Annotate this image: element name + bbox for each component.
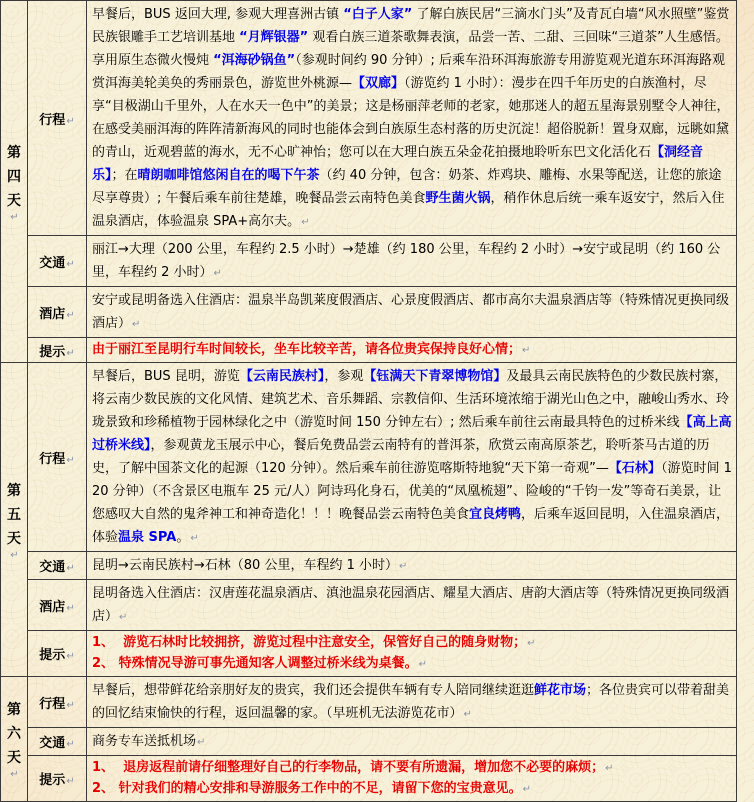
day-label-char: 四 xyxy=(7,168,21,185)
paragraph-mark-icon: ↵ xyxy=(399,561,408,572)
body-text: 。 xyxy=(176,530,190,545)
paragraph-mark-icon: ↵ xyxy=(66,739,75,750)
row-label-itinerary xyxy=(28,1,87,236)
row-label-text: 酒店 xyxy=(39,599,66,615)
paragraph-mark-icon: ↵ xyxy=(66,776,75,787)
body-text: ；各位贵宾可以带着甜美的回忆结束愉快的行程，返回温馨的家。（早班机无法游览花市） xyxy=(92,683,730,721)
body-text: 了解白族民居“三滴水门头”及青瓦白墙“风水照壁”鉴赏民族银雕手工艺培训基地 xyxy=(92,7,730,45)
body-text: 昆明备选入住酒店：汉唐莲花温泉酒店、滇池温泉花园酒店、耀星大酒店、唐韵大酒店等（特殊情况更换同级酒店） xyxy=(92,586,730,624)
highlight-text: 【双廊】 xyxy=(352,76,405,91)
paragraph-mark-icon: ↵ xyxy=(66,347,75,359)
row-label-hotel xyxy=(28,287,87,338)
body-text: 及最具云南民族特色的少数民族村寨，将云南少数民族的文化风情、建筑艺术、音乐舞蹈、宗教信仰、生活环境浓缩于湖光山色之中，融峻山秀水、玲珑景致和珍稀植物于园林绿化之中（游览时间 150 分钟左右）; 然后乘车前往云南最具特色的过桥米线 xyxy=(92,369,730,430)
paragraph-mark-icon: ↵ xyxy=(66,602,75,614)
highlight-text: 晴朗咖啡馆悠闲自在的喝下午茶 xyxy=(137,168,320,183)
body-text: （参观时间约 90 分钟）; 后乘车沿环洱海旅游专用游览观光道东环洱海路观赏洱海美轮美奂的秀丽景色，游览世外桃源— xyxy=(92,53,726,91)
body-text: （游览约 1 小时）：漫步在四千年历史的白族渔村，尽享“目极湖山千里外，人在水天一色中”的美景；这是杨丽萍老师的老家，她那迷人的超五星海景别墅令人神往，在感受美丽洱海的阵阵清新海风的同时也能体会到白族原生态村落的历史沉淀！超俗脱新！置身双廊，远眺如黛的青山，近观碧蓝的海水，无不心旷神怡；您可以在大理白族五朵金花拍摄地聆听东巴文化活化石 xyxy=(92,76,730,160)
highlight-text: 【云南民族村】 xyxy=(239,369,325,384)
tip-text: 1、 退房返程前请仔细整理好自己的行李物品，请不要有所遗漏，增加您不必要的麻烦； xyxy=(92,760,605,775)
highlight-text: 【洞经音乐】 xyxy=(92,145,704,183)
paragraph-mark-icon: ↵ xyxy=(301,217,310,228)
paragraph xyxy=(92,238,732,285)
day-label-char: 第 xyxy=(7,144,21,161)
day-label-char: 五 xyxy=(7,506,21,523)
paragraph-mark-icon: ↵ xyxy=(605,763,614,774)
paragraph-mark-icon: ↵ xyxy=(10,549,19,561)
paragraph xyxy=(92,779,732,800)
day-label-char: 第 xyxy=(7,482,21,499)
table-row xyxy=(1,756,737,802)
table-row xyxy=(1,728,737,756)
row-content-hotel xyxy=(87,580,737,631)
table-row xyxy=(1,677,737,728)
paragraph-mark-icon: ↵ xyxy=(418,659,427,670)
day-label-6 xyxy=(1,677,28,802)
paragraph-mark-icon: ↵ xyxy=(66,563,75,574)
row-content-transport xyxy=(87,236,737,287)
table-row xyxy=(1,580,737,631)
tip-text: 2、 针对我们的精心安排和导游服务工作中的不足，请留下您的宝贵意见。 xyxy=(92,781,522,796)
paragraph-mark-icon: ↵ xyxy=(190,533,199,544)
table-row xyxy=(1,552,737,580)
paragraph xyxy=(92,654,732,675)
table-row xyxy=(1,338,737,363)
paragraph-mark-icon: ↵ xyxy=(132,319,141,330)
body-text: （约 40 分钟，包含：奶茶、炸鸡块、雕梅、水果等配送，让您的旅途尽享尊贵）; 午餐后乘车前往楚雄，晚餐品尝云南特色美食 xyxy=(92,168,722,206)
row-content-tips xyxy=(87,338,737,363)
paragraph xyxy=(92,758,732,779)
body-text: 观看白族三道茶歌舞表演，品尝一苦、二甜、三回味“三道茶”人生感悟。享用原生态微火慢炖 xyxy=(92,30,729,68)
table-row xyxy=(1,363,737,552)
paragraph-mark-icon: ↵ xyxy=(197,737,206,748)
day-label-5 xyxy=(1,363,28,677)
paragraph xyxy=(92,730,732,754)
paragraph-mark-icon: ↵ xyxy=(66,309,75,321)
paragraph-mark-icon: ↵ xyxy=(66,258,75,270)
table-row xyxy=(1,1,737,236)
row-content-hotel xyxy=(87,287,737,338)
day-label-char: 天 xyxy=(7,530,21,547)
table-row xyxy=(1,631,737,677)
day-label-4 xyxy=(1,1,28,363)
highlight-text: 鲜花市场 xyxy=(534,683,587,698)
row-label-text: 提示 xyxy=(39,773,66,788)
paragraph-mark-icon: ↵ xyxy=(119,612,128,623)
highlight-text: 温泉 SPA xyxy=(118,530,177,545)
highlight-text: 野生菌火锅 xyxy=(425,191,491,206)
body-text: 早餐后，想带鲜花给亲朋好友的贵宾，我们还会提供车辆有专人陪同继续逛逛 xyxy=(92,683,535,698)
highlight-text: 【钰满天下青翠博物馆】 xyxy=(363,369,507,384)
itinerary-table-body xyxy=(1,1,737,802)
row-label-transport xyxy=(28,552,87,580)
paragraph-mark-icon: ↵ xyxy=(66,651,75,662)
highlight-text: 【石林】 xyxy=(608,461,661,476)
row-label-text: 交通 xyxy=(39,560,66,575)
row-label-itinerary xyxy=(28,363,87,552)
row-label-text: 提示 xyxy=(39,344,66,360)
paragraph-mark-icon: ↵ xyxy=(522,345,531,356)
paragraph-mark-icon: ↵ xyxy=(522,784,531,795)
paragraph-mark-icon: ↵ xyxy=(10,211,19,223)
row-content-itinerary xyxy=(87,677,737,728)
row-label-itinerary xyxy=(28,677,87,728)
paragraph xyxy=(92,3,732,234)
highlight-text: 【高上高过桥米线】 xyxy=(92,415,732,453)
row-label-transport xyxy=(28,728,87,756)
row-label-text: 行程 xyxy=(39,696,66,712)
highlight-text: “月辉银器” xyxy=(239,30,309,45)
body-text: 商务专车送抵机场 xyxy=(92,734,197,749)
body-text: （游览时间 120 分钟）（不含景区电瓶车 25 元/人）阿诗玛化身石，优美的“凤凰梳翅”、险峻的“千钧一发”等奇石美景，让您感叹大自然的鬼斧神工和神奇造化！！！晚餐品尝云南特色美食 xyxy=(92,461,732,522)
table-row xyxy=(1,287,737,338)
highlight-text: 宜良烤鸭 xyxy=(469,507,522,522)
body-text: ，参观黄龙玉展示中心，餐后免费品尝云南特有的普洱茶，欣赏云南高原茶艺，聆听茶马古道的历史，了解中国茶文化的起源（120 分钟）。然后乘车前往游览喀斯特地貌“天下第一奇观”— xyxy=(92,438,710,476)
body-text: 安宁或昆明备选入住酒店：温泉半岛凯莱度假酒店、心景度假酒店、都市高尔夫温泉酒店等（特殊情况更换同级酒店） xyxy=(92,293,730,331)
row-content-transport xyxy=(87,552,737,580)
body-text: ，稍作休息后统一乘车返安宁，然后入住温泉酒店，体验温泉 SPA+高尔夫。 xyxy=(92,191,725,229)
body-text: 丽江→大理（200 公里，车程约 2.5 小时）→楚雄（约 180 公里，车程约 2 小时）→安宁或昆明（约 160 公里，车程约 2 小时） xyxy=(92,242,721,280)
paragraph xyxy=(92,365,732,550)
tip-text: 2、 特殊情况导游可事先通知客人调整过桥米线为桌餐。 xyxy=(92,656,418,671)
row-label-hotel xyxy=(28,580,87,631)
paragraph xyxy=(92,633,732,654)
day-label-char: 六 xyxy=(7,726,21,742)
body-text: 早餐后，BUS 返回大理, 参观大理喜洲古镇 xyxy=(92,7,344,22)
row-content-transport xyxy=(87,728,737,756)
highlight-text: “白子人家” xyxy=(343,7,413,22)
body-text: ；在 xyxy=(111,168,138,183)
row-label-text: 提示 xyxy=(39,648,66,663)
paragraph-mark-icon: ↵ xyxy=(66,699,75,711)
paragraph-mark-icon: ↵ xyxy=(463,709,472,720)
day-label-char: 天 xyxy=(7,192,21,209)
paragraph xyxy=(92,679,732,726)
table-row xyxy=(1,236,737,287)
row-content-itinerary xyxy=(87,363,737,552)
tip-text: 1、 游览石林时比较拥挤，游览过程中注意安全，保管好自己的随身财物； xyxy=(92,635,527,650)
paragraph-mark-icon: ↵ xyxy=(213,268,222,279)
body-text: ，后乘车返回昆明，入住温泉酒店，体验 xyxy=(92,507,730,545)
row-label-text: 交通 xyxy=(39,736,66,751)
paragraph xyxy=(92,554,732,578)
day-label-char: 第 xyxy=(7,702,21,718)
day-label-char: 天 xyxy=(7,750,21,766)
row-content-tips xyxy=(87,631,737,677)
body-text: ，参观 xyxy=(324,369,364,384)
row-label-text: 行程 xyxy=(39,112,66,128)
body-text: 早餐后，BUS 昆明，游览 xyxy=(92,369,240,384)
row-content-tips xyxy=(87,756,737,802)
row-content-itinerary xyxy=(87,1,737,236)
row-label-tips xyxy=(28,756,87,802)
paragraph-mark-icon: ↵ xyxy=(10,769,19,780)
body-text: 昆明→云南民族村→石林（80 公里，车程约 1 小时） xyxy=(92,558,398,573)
paragraph xyxy=(92,289,732,336)
paragraph xyxy=(92,340,732,361)
paragraph-mark-icon: ↵ xyxy=(527,638,536,649)
row-label-transport xyxy=(28,236,87,287)
row-label-text: 交通 xyxy=(39,255,66,271)
row-label-tips xyxy=(28,631,87,677)
row-label-text: 行程 xyxy=(39,451,66,467)
row-label-text: 酒店 xyxy=(39,306,66,322)
highlight-text: “洱海砂锅鱼” xyxy=(213,53,296,68)
paragraph-mark-icon: ↵ xyxy=(66,115,75,127)
row-label-tips xyxy=(28,338,87,363)
paragraph-mark-icon: ↵ xyxy=(66,454,75,466)
tip-text: 由于丽江至昆明行车时间较长，坐车比较辛苦，请各位贵宾保持良好心情； xyxy=(92,342,522,357)
